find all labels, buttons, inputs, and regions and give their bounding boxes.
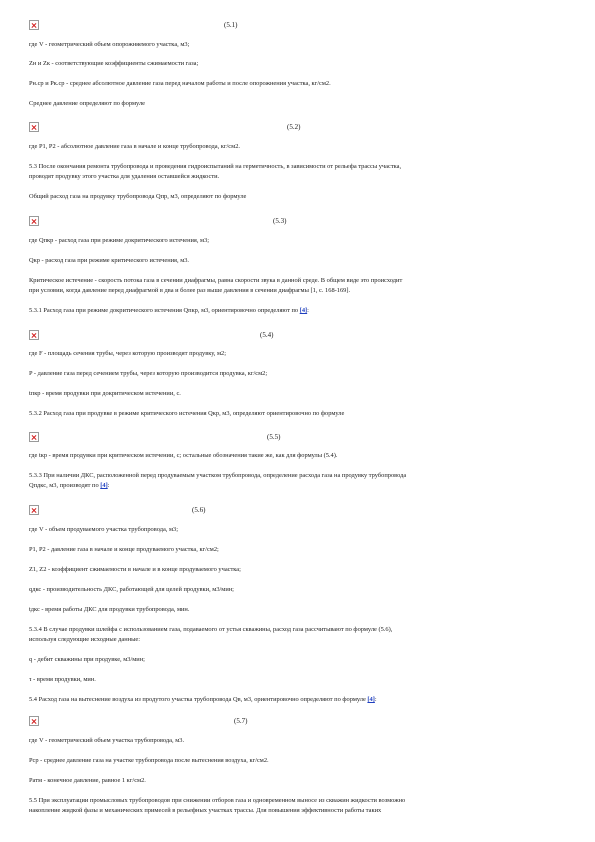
formula-number: (5.4) (260, 331, 274, 339)
paragraph: tпкр - время продувки при докритическом истечении, с. (29, 390, 181, 397)
paragraph: Qпдкс, м3, производят по [4]: (29, 482, 110, 489)
reference-link[interactable]: [4] (367, 696, 375, 703)
paragraph: P1, P2 - давление газа в начале и конце продуваемого участка, кг/см2; (29, 546, 219, 553)
broken-image-icon (29, 505, 39, 515)
paragraph: tдкс - время работы ДКС для продувки трубопровода, мин. (29, 606, 190, 613)
paragraph: Критическое истечение - скорость потока газа в сечении диафрагмы, равна скорости звука в данной среде. В общем виде это происходит (29, 277, 403, 284)
formula-5-6 (29, 505, 569, 517)
paragraph: Pср - среднее давление газа на участке трубопровода после вытеснения воздуха, кг/см2. (29, 757, 269, 764)
formula-number: (5.2) (287, 123, 301, 131)
broken-image-icon (29, 716, 39, 726)
broken-image-icon (29, 330, 39, 340)
paragraph: где tкр - время продувки при критическом истечении, с; остальные обозначения такие же, как для формулы (5.4). (29, 452, 338, 459)
broken-image-icon (29, 122, 39, 132)
paragraph: Qкр - расход газа при режиме критического истечения, м3. (29, 257, 190, 264)
paragraph: где V - объем продуваемого участка трубопровода, м3; (29, 526, 179, 533)
paragraph: 5.3.1 Расход газа при режиме докритического истечения Qпкр, м3, ориентировочно определяют по [4]: (29, 307, 309, 314)
paragraph: τ - время продувки, мин. (29, 676, 96, 683)
paragraph: накопление жидкой фазы и механических примесей в рельефных участках трассы. Для повышения эффективности работы таких (29, 807, 382, 814)
broken-image-icon (29, 216, 39, 226)
paragraph: при условии, когда давление перед диафрагмой в два и более раз выше давления в сечении диафрагмы [1, с. 168-169]. (29, 287, 351, 294)
formula-5-1 (29, 20, 569, 32)
paragraph: Среднее давление определяют по формуле (29, 100, 145, 107)
paragraph: 5.3.4 В случае продувки шлейфа с использованием газа, подаваемого от устья скважины, расход газа рассчитывают по формуле (5.6), (29, 626, 393, 633)
paragraph: 5.4 Расход газа на вытеснение воздуха из продутого участка трубопровода Qв, м3, ориентировочно определяют по формуле [4]: (29, 696, 377, 703)
broken-image-icon (29, 20, 39, 30)
paragraph: 5.3.3 При наличии ДКС, расположенной перед продуваемым участком трубопровода, определение расхода газа на продувку трубопровода (29, 472, 407, 479)
paragraph: где V - геометрический объем опорожняемого участка, м3; (29, 41, 190, 48)
formula-number: (5.3) (273, 217, 287, 225)
formula-5-2 (29, 122, 569, 134)
formula-5-3 (29, 216, 569, 228)
formula-number: (5.6) (192, 506, 206, 514)
paragraph: где V - геометрический объем участка трубопровода, м3. (29, 737, 185, 744)
reference-link[interactable]: [4] (100, 482, 108, 489)
formula-5-4 (29, 330, 569, 342)
paragraph: Z1, Z2 - коэффициент сжимаемости в начале и в конце продуваемого участка; (29, 566, 241, 573)
broken-image-icon (29, 432, 39, 442)
formula-5-7 (29, 716, 569, 728)
reference-link[interactable]: [4] (299, 307, 308, 314)
paragraph: q - дебит скважины при продувке, м3/мин; (29, 656, 145, 663)
formula-number: (5.5) (267, 433, 281, 441)
paragraph: Общий расход газа на продувку трубопровода Qпр, м3, определяют по формуле (29, 193, 247, 200)
paragraph: 5.3.2 Расход газа при продувке в режиме критического истечения Qкр, м3, определяют ориентировочно по формуле (29, 410, 345, 417)
paragraph: Pатм - конечное давление, равное 1 кг/см2. (29, 777, 146, 784)
paragraph: используя следующие исходные данные: (29, 636, 140, 643)
paragraph: где F - площадь сечения трубы, через которую производят продувку, м2; (29, 350, 226, 357)
paragraph: Zн и Zк - соответствующие коэффициенты сжимаемости газа; (29, 60, 199, 67)
paragraph: Рн.ср и Рк.ср - среднее абсолютное давление газа перед началом работы и после опорожнения участка, кг/см2. (29, 80, 331, 87)
paragraph: P - давление газа перед сечением трубы, через которую производится продувка, кг/см2; (29, 370, 268, 377)
paragraph: qдкс - производительность ДКС, работающей для целей продувки, м3/мин; (29, 586, 234, 593)
formula-number: (5.7) (234, 717, 248, 725)
paragraph: 5.5 При эксплуатации промысловых трубопроводов при снижении отборов газа и одновременном выносе из скважин жидкости возможно (29, 797, 406, 804)
formula-number: (5.1) (224, 21, 238, 29)
paragraph: 5.3 После окончания ремонта трубопровода и проведения гидроиспытаний на герметичность, в зависимости от рельефа трассы участка, (29, 163, 402, 170)
paragraph: проводят продувку этого участка для удаления оставшейся жидкости. (29, 173, 220, 180)
paragraph: где Qпкр - расход газа при режиме докритического истечения, м3; (29, 237, 210, 244)
paragraph: где P1, P2 - абсолютное давление газа в начале и конце трубопровода, кг/см2. (29, 143, 240, 150)
formula-5-5 (29, 432, 569, 444)
